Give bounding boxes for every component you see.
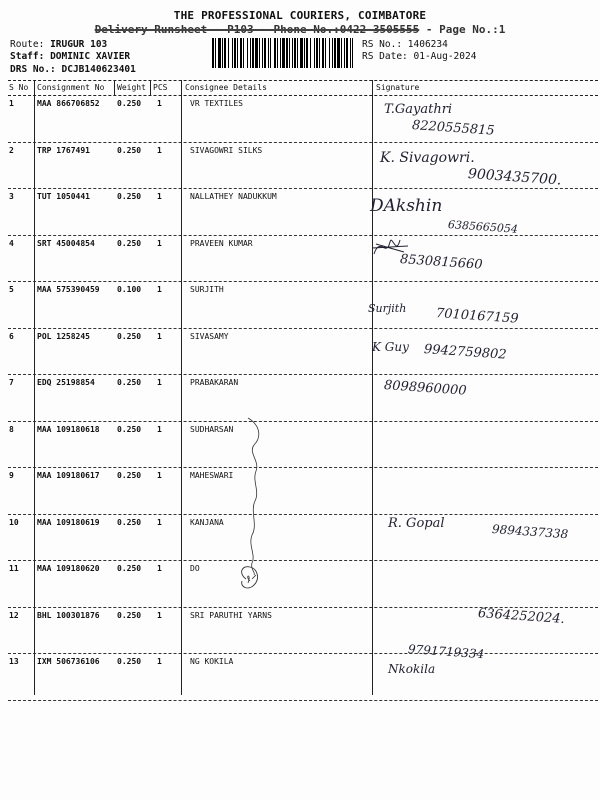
company-title: THE PROFESSIONAL COURIERS, COIMBATORE <box>173 9 427 22</box>
row-sno: 10 <box>9 517 19 527</box>
handwritten-signature: Nkokila <box>388 662 436 676</box>
row-divider <box>8 700 598 701</box>
barcode-bar <box>228 38 229 68</box>
handwritten-phone: 8098960000 <box>383 378 468 399</box>
barcode-bar <box>329 38 330 68</box>
row-weight: 0.250 <box>117 657 142 666</box>
barcode-bar <box>322 38 324 68</box>
row-consignment-no: MAA 109180617 <box>37 471 100 480</box>
row-consignment-no: TUT 1050441 <box>37 192 90 201</box>
barcode-bar <box>259 38 260 68</box>
drs-label: DRS No.: <box>10 64 56 75</box>
col-header-consignee: Consignee Details <box>185 83 267 92</box>
row-sno: 4 <box>9 238 14 248</box>
staff-label: Staff: <box>10 51 45 62</box>
row-sno: 5 <box>9 285 14 294</box>
row-consignee: PRABAKARAN <box>190 378 239 387</box>
row-weight: 0.250 <box>117 424 142 434</box>
barcode-bar <box>255 38 258 68</box>
row-consignee: MAHESWARI <box>190 471 234 480</box>
row-consignee: VR TEXTILES <box>190 99 243 108</box>
barcode-bar <box>332 38 333 68</box>
route-line <box>10 39 107 50</box>
barcode-bar <box>297 38 298 68</box>
rs-date-label: RS Date: <box>362 51 408 62</box>
table-row <box>8 97 598 143</box>
barcode-bar <box>292 38 293 68</box>
row-divider <box>8 328 598 329</box>
barcode-bar <box>274 38 276 68</box>
row-consignment-no: MAA 575390459 <box>37 285 100 294</box>
barcode-bar <box>341 38 342 68</box>
row-consignee: SUDHARSAN <box>190 424 234 434</box>
row-pcs: 1 <box>157 238 162 248</box>
row-weight: 0.250 <box>117 145 142 155</box>
rs-no-line <box>362 39 448 50</box>
col-header-consignment: Consignment No <box>37 83 105 92</box>
row-weight: 0.100 <box>117 285 142 294</box>
row-sno: 3 <box>9 192 14 201</box>
barcode-bar <box>316 38 318 68</box>
row-pcs: 1 <box>157 564 162 573</box>
row-divider <box>8 374 598 375</box>
row-pcs: 1 <box>157 517 162 527</box>
header-top-rule <box>8 80 598 81</box>
handwritten-phone: 9003435700. <box>467 166 562 189</box>
row-consignee: PRAVEEN KUMAR <box>190 238 253 248</box>
barcode-bar <box>282 38 285 68</box>
barcode-bar <box>247 38 248 68</box>
handwritten-phone: 9791719334 <box>407 642 485 662</box>
row-weight: 0.250 <box>117 378 142 387</box>
runsheet-subtitle <box>0 23 600 36</box>
col-header-pcs: PCS <box>153 83 168 92</box>
row-sno: 2 <box>9 145 14 155</box>
table-row <box>8 655 598 701</box>
barcode-bar <box>234 38 236 68</box>
col-header-sno: S No <box>9 83 29 92</box>
barcode-bar <box>350 38 351 68</box>
barcode-bar <box>224 38 226 68</box>
handwritten-signature: R. Gopal <box>388 516 445 531</box>
handwritten-signature: K Guy <box>372 340 409 354</box>
row-weight: 0.250 <box>117 564 142 573</box>
rs-no-label: RS No.: <box>362 39 403 50</box>
row-pcs: 1 <box>157 657 162 666</box>
row-consignment-no: BHL 100301876 <box>37 610 100 620</box>
barcode-bar <box>352 38 353 68</box>
drs-value: DCJB140623401 <box>61 64 136 75</box>
barcode <box>212 38 354 68</box>
row-weight: 0.250 <box>117 331 142 341</box>
barcode-bar <box>222 38 223 68</box>
col-header-signature: Signature <box>376 83 420 92</box>
row-weight: 0.250 <box>117 99 142 108</box>
row-consignment-no: MAA 866706852 <box>37 99 100 108</box>
barcode-bar <box>319 38 320 68</box>
row-consignment-no: TRP 1767491 <box>37 145 90 155</box>
barcode-bar <box>212 38 214 68</box>
row-sno: 11 <box>9 564 19 573</box>
row-consignment-no: MAA 109180618 <box>37 424 100 434</box>
barcode-bar <box>237 38 238 68</box>
barcode-bar <box>277 38 278 68</box>
rs-date-value: 01-Aug-2024 <box>413 51 477 62</box>
row-pcs: 1 <box>157 378 162 387</box>
row-divider <box>8 188 598 189</box>
handwritten-phone: 8220555815 <box>411 118 496 139</box>
barcode-bar <box>325 38 326 68</box>
barcode-bar <box>346 38 348 68</box>
barcode-bar <box>344 38 345 68</box>
row-pcs: 1 <box>157 285 162 294</box>
handwritten-phone: 7010167159 <box>435 306 520 327</box>
row-sno: 8 <box>9 424 14 434</box>
row-consignee: NG KOKILA <box>190 657 234 666</box>
row-consignment-no: POL 1258245 <box>37 331 90 341</box>
table-row <box>8 423 598 469</box>
handwritten-phone: 6364252024. <box>477 606 566 628</box>
column-divider <box>150 80 151 95</box>
row-consignment-no: SRT 45004854 <box>37 238 95 248</box>
header-bottom-rule <box>8 95 598 96</box>
row-sno: 1 <box>9 99 14 108</box>
barcode-bar <box>306 38 308 68</box>
barcode-bar <box>215 38 216 68</box>
row-divider <box>8 142 598 143</box>
row-weight: 0.250 <box>117 517 142 527</box>
row-sno: 6 <box>9 331 14 341</box>
row-divider <box>8 281 598 282</box>
table-row <box>8 562 598 608</box>
row-pcs: 1 <box>157 145 162 155</box>
row-consignee: SIVAGOWRI SILKS <box>190 145 263 155</box>
table-row <box>8 469 598 515</box>
barcode-bar <box>286 38 288 68</box>
column-divider <box>114 80 115 95</box>
handwritten-phone: 9942759802 <box>423 342 508 363</box>
staff-value: DOMINIC XAVIER <box>50 51 131 62</box>
barcode-bar <box>310 38 311 68</box>
handwritten-signature: K. Sivagowri. <box>380 150 475 166</box>
row-divider <box>8 514 598 515</box>
row-consignee: NALLATHEY NADUKKUM <box>190 192 277 201</box>
col-header-weight: Weight <box>117 83 146 92</box>
handwritten-phone: 9894337338 <box>491 522 569 542</box>
barcode-bar <box>243 38 244 68</box>
row-divider <box>8 421 598 422</box>
row-consignee: DO <box>190 564 200 573</box>
drs-line <box>10 64 136 75</box>
row-sno: 7 <box>9 378 14 387</box>
rs-date-line <box>362 51 476 62</box>
row-consignment-no: EDQ 25198854 <box>37 378 95 387</box>
barcode-bar <box>337 38 340 68</box>
row-sno: 12 <box>9 610 19 620</box>
table-row <box>8 237 598 283</box>
handwritten-signature: T.Gayathri <box>384 102 453 117</box>
barcode-bar <box>334 38 336 68</box>
signature-scrawl <box>370 232 410 262</box>
barcode-bar <box>250 38 251 68</box>
handwritten-signature: Surjith <box>368 302 407 315</box>
row-sno: 13 <box>9 657 19 666</box>
row-consignment-no: IXM 506736106 <box>37 657 100 666</box>
barcode-bar <box>294 38 296 68</box>
row-pcs: 1 <box>157 331 162 341</box>
barcode-bar <box>270 38 271 68</box>
barcode-bar <box>304 38 305 68</box>
table-row <box>8 330 598 376</box>
row-weight: 0.250 <box>117 471 142 480</box>
row-divider <box>8 467 598 468</box>
row-consignee: KANJANA <box>190 517 224 527</box>
barcode-bar <box>240 38 242 68</box>
staff-line <box>10 51 130 62</box>
row-divider <box>8 653 598 654</box>
phone-number: 0422-3505555 <box>339 23 420 36</box>
subtitle-prefix: Delivery Runsheet - P103 - Phone No.: <box>94 23 340 36</box>
row-consignee: SURJITH <box>190 285 224 294</box>
page-number: - Page No.:1 <box>419 23 506 36</box>
row-divider <box>8 560 598 561</box>
row-pcs: 1 <box>157 99 162 108</box>
row-sno: 9 <box>9 471 14 480</box>
row-pcs: 1 <box>157 192 162 201</box>
barcode-bar <box>218 38 221 68</box>
barcode-bar <box>262 38 263 68</box>
row-consignment-no: MAA 109180619 <box>37 517 100 527</box>
barcode-bar <box>314 38 315 68</box>
row-pcs: 1 <box>157 424 162 434</box>
barcode-bar <box>289 38 290 68</box>
row-consignee: SRI PARUTHI YARNS <box>190 610 272 620</box>
row-consignment-no: MAA 109180620 <box>37 564 100 573</box>
barcode-bar <box>300 38 303 68</box>
barcode-bar <box>280 38 281 68</box>
handwritten-phone: 6385665054 <box>447 218 519 236</box>
rs-no-value: 1406234 <box>407 39 448 50</box>
route-value: IRUGUR 103 <box>50 39 108 50</box>
row-weight: 0.250 <box>117 192 142 201</box>
handwritten-signature: DAkshin <box>370 196 443 216</box>
row-consignee: SIVASAMY <box>190 331 229 341</box>
table-row <box>8 376 598 422</box>
handwritten-phone: 8530815660 <box>399 252 484 273</box>
delivery-scribble <box>230 415 290 595</box>
barcode-bar <box>264 38 266 68</box>
row-pcs: 1 <box>157 471 162 480</box>
row-weight: 0.250 <box>117 238 142 248</box>
barcode-bar <box>232 38 233 68</box>
route-label: Route: <box>10 39 45 50</box>
barcode-bar <box>252 38 254 68</box>
barcode-bar <box>268 38 269 68</box>
row-weight: 0.250 <box>117 610 142 620</box>
row-pcs: 1 <box>157 610 162 620</box>
